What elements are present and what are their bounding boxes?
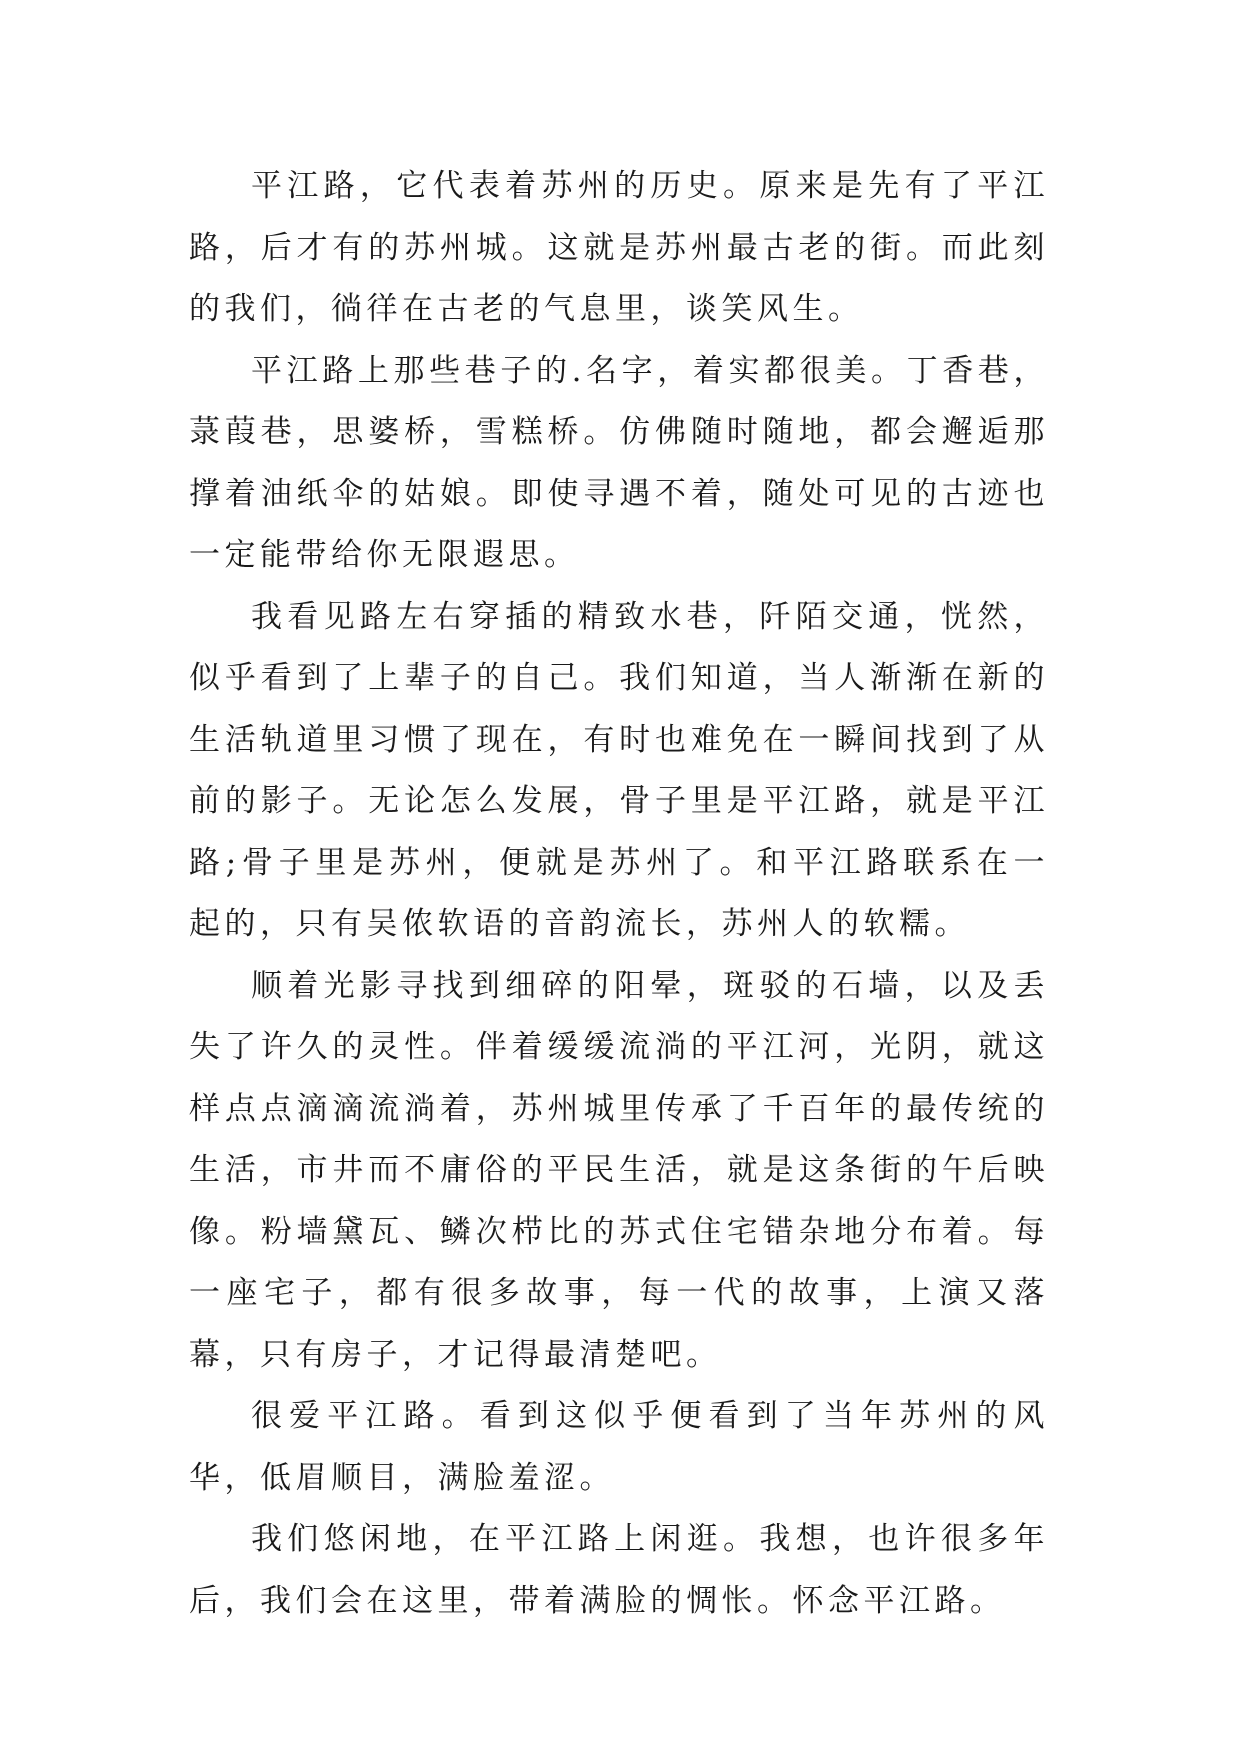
paragraph-4: 顺着光影寻找到细碎的阳晕，斑驳的石墙，以及丢失了许久的灵性。伴着缓缓流淌的平江河，光阴，就这样点点滴滴流淌着，苏州城里传承了千百年的最传统的生活，市井而不庸俗的平民生活，就是这条街的午后映像。粉墙黛瓦、鳞次栉比的苏式住宅错杂地分布着。每一座宅子，都有很多故事，每一代的故事，上演又落幕，只有房子，才记得最清楚吧。 [189, 967, 1049, 1373]
paragraph-6: 我们悠闲地，在平江路上闲逛。我想，也许很多年后，我们会在这里，带着满脸的惆怅。怀念平江路。 [189, 1521, 1049, 1619]
paragraph-5: 很爱平江路。看到这似乎便看到了当年苏州的风华，低眉顺目，满脸羞涩。 [189, 1398, 1049, 1496]
paragraph-3: 我看见路左右穿插的精致水巷，阡陌交通，恍然，似乎看到了上辈子的自己。我们知道，当人渐渐在新的生活轨道里习惯了现在，有时也难免在一瞬间找到了从前的影子。无论怎么发展，骨子里是平江路，就是平江路;骨子里是苏州，便就是苏州了。和平江路联系在一起的，只有吴侬软语的音韵流长，苏州人的软糯。 [189, 598, 1049, 942]
paragraph-1: 平江路，它代表着苏州的历史。原来是先有了平江路，后才有的苏州城。这就是苏州最古老的街。而此刻的我们，徜徉在古老的气息里，谈笑风生。 [189, 168, 1049, 327]
document-body [189, 156, 1049, 1632]
paragraph-2: 平江路上那些巷子的.名字，着实都很美。丁香巷，菉葭巷，思婆桥，雪糕桥。仿佛随时随地，都会邂逅那撑着油纸伞的姑娘。即使寻遇不着，随处可见的古迹也一定能带给你无限遐思。 [189, 352, 1049, 573]
